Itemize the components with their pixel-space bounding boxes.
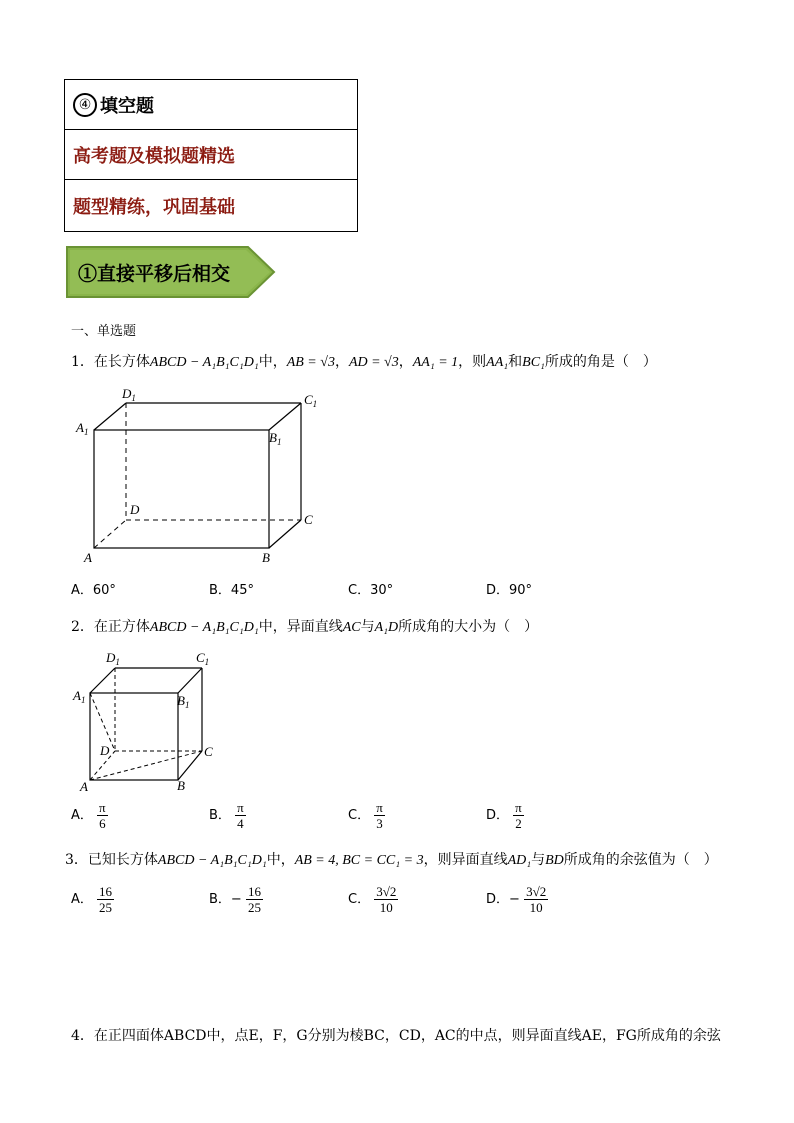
q3-option-c[interactable] <box>348 884 398 915</box>
q2-c-letter: C． <box>348 808 371 823</box>
q3-c-num: 3√2 <box>376 884 397 899</box>
q3-prefix: 3．已知长方体 <box>65 852 158 868</box>
q2-solid: ABCD − A₁B₁C₁D₁ <box>149 620 259 635</box>
fig1-label-A1: $A_1$ <box>76 420 89 437</box>
fig1-label-D: D <box>130 502 140 517</box>
q3-d-sign: − <box>509 892 520 907</box>
q1-line1: AA₁ <box>486 355 509 370</box>
section-title: 一、单选题 <box>71 324 137 339</box>
q1-option-b[interactable]: B．45° <box>209 583 254 598</box>
q1-prefix: 1．在长方体 <box>71 354 150 370</box>
q3-line1: AD₁ <box>507 853 532 868</box>
q3-a-num: 16 <box>99 884 113 899</box>
q2-mid: 中，异面直线 <box>258 619 343 635</box>
banner-title: ①直接平移后相交 <box>78 263 231 285</box>
q2-prefix: 2．在正方体 <box>71 619 150 635</box>
q2-line1: AC <box>342 620 361 635</box>
fig2-label-B1: $B_1$ <box>177 693 190 710</box>
q2-cube-figure <box>70 648 230 796</box>
q1-cond3: AA₁ = 1 <box>412 355 459 370</box>
circled-number: ④ <box>73 93 97 117</box>
q3-option-b[interactable] <box>209 884 263 915</box>
q3-a-fraction <box>97 884 114 915</box>
q1-option-a[interactable]: A．60° <box>71 583 116 598</box>
q3-tail-a: ，则异面直线 <box>423 852 508 868</box>
q3-b-letter: B． <box>209 892 231 907</box>
fig1-label-C1: $C_1$ <box>304 392 318 409</box>
q2-d-letter: D． <box>486 808 510 823</box>
question-4: 4．在正四面体ABCD中，点E，F，G分别为棱BC，CD，AC的中点，则异面直线AE，FG所成角的余弦 <box>71 1028 721 1044</box>
q3-d-den: 10 <box>529 900 543 915</box>
fig2-label-D: D <box>100 743 110 758</box>
q3-d-num: 3√2 <box>526 884 547 899</box>
header-table <box>64 79 358 232</box>
q1-option-c[interactable]: C．30° <box>348 583 394 598</box>
q2-d-fraction <box>513 800 524 831</box>
q1-cond1: AB = √3 <box>286 355 335 370</box>
q1-and: 和 <box>508 354 523 370</box>
q3-tail-b: 所成角的余弦值为（ ） <box>563 852 718 868</box>
q1-line2: BC₁ <box>522 355 545 370</box>
q2-d-den: 2 <box>515 816 522 831</box>
q2-c-fraction <box>374 800 385 831</box>
q3-solid: ABCD − A₁B₁C₁D₁ <box>157 853 267 868</box>
q3-a-letter: A． <box>71 892 93 907</box>
q1-option-d[interactable]: D．90° <box>486 583 533 598</box>
header-row-source <box>65 130 357 180</box>
q2-b-den: 4 <box>237 816 244 831</box>
q3-cond: AB = 4, BC = CC₁ = 3 <box>294 853 424 868</box>
fig2-label-D1: $D_1$ <box>106 650 120 667</box>
q3-line2: BD <box>545 853 564 868</box>
q2-option-c[interactable] <box>348 800 385 831</box>
header-row-type <box>65 80 357 130</box>
q2-a-num: π <box>99 800 106 815</box>
q2-b-letter: B． <box>209 808 231 823</box>
header-row-purpose <box>65 180 357 231</box>
fig1-label-C: C <box>304 512 313 527</box>
q3-option-d[interactable] <box>486 884 548 915</box>
q3-b-sign: − <box>230 892 242 907</box>
q2-c-num: π <box>376 800 383 815</box>
fig2-label-A: A <box>80 779 88 794</box>
purpose-label: 题型精练，巩固基础 <box>73 196 235 218</box>
q2-a-den: 6 <box>99 816 106 831</box>
q1-cuboid-figure <box>70 380 340 570</box>
q3-a-den: 25 <box>99 900 113 915</box>
fig2-label-B: B <box>177 778 185 793</box>
q1-tail-a: ，则 <box>458 354 487 370</box>
q2-d-num: π <box>515 800 522 815</box>
fig2-label-A1: $A_1$ <box>73 688 86 705</box>
q2-a-fraction <box>97 800 108 831</box>
q3-mid: 中， <box>266 852 295 868</box>
question-1: 1．在长方体ABCD − A₁B₁C₁D₁中，AB = √3，AD = √3，AA₁ = 1，则AA₁和BC₁所成的角是（ ） <box>71 354 657 370</box>
fig1-label-D1: $D_1$ <box>122 386 136 403</box>
question-type-label: 填空题 <box>100 95 154 117</box>
fig2-label-C: C <box>204 744 213 759</box>
q3-b-den: 25 <box>247 900 261 915</box>
q2-option-b[interactable] <box>209 800 246 831</box>
q3-b-num: 16 <box>247 884 261 899</box>
q2-option-d[interactable] <box>486 800 524 831</box>
q2-c-den: 3 <box>376 816 383 831</box>
q3-option-a[interactable] <box>71 884 114 915</box>
q2-line2: A₁D <box>374 620 399 635</box>
fig1-label-B1: $B_1$ <box>269 430 282 447</box>
q2-b-fraction <box>235 800 246 831</box>
q1-solid: ABCD − A₁B₁C₁D₁ <box>149 355 259 370</box>
q3-with: 与 <box>531 852 546 868</box>
source-label: 高考题及模拟题精选 <box>73 145 235 167</box>
q2-option-a[interactable] <box>71 800 108 831</box>
q3-c-den: 10 <box>379 900 393 915</box>
fig1-label-B: B <box>262 550 270 565</box>
q3-b-fraction <box>246 884 263 915</box>
fig1-label-A: A <box>84 550 92 565</box>
q2-with: 与 <box>360 619 375 635</box>
q3-d-letter: D． <box>486 892 510 907</box>
q3-c-letter: C． <box>348 892 371 907</box>
q2-a-letter: A． <box>71 808 93 823</box>
fig2-label-C1: $C_1$ <box>196 650 210 667</box>
q2-b-num: π <box>237 800 244 815</box>
q3-d-fraction <box>524 884 548 915</box>
q1-mid: 中， <box>258 354 287 370</box>
q3-c-fraction <box>374 884 398 915</box>
question-3 <box>65 849 718 869</box>
q1-tail-b: 所成的角是（ ） <box>544 354 657 370</box>
question-2 <box>71 616 538 636</box>
q1-cond2: AD = √3 <box>348 355 399 370</box>
q2-tail: 所成角的大小为（ ） <box>398 619 539 635</box>
